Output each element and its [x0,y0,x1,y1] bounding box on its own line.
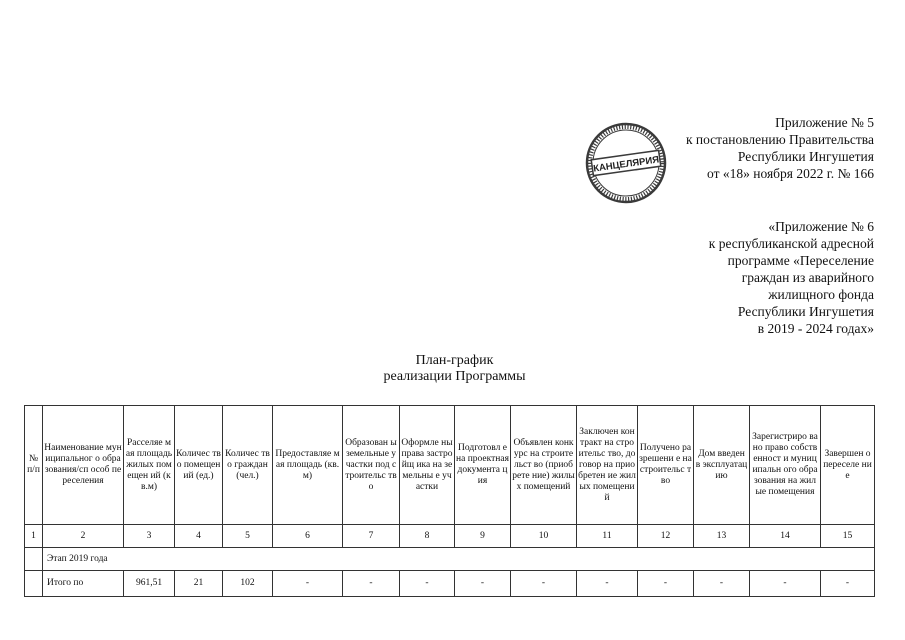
column-number: 13 [694,525,750,548]
total-cell: - [821,571,875,597]
column-number-row [25,525,875,548]
column-header: Наименование муниципальног о образования/сп особ переселения [43,406,124,525]
appendix-line: от «18» ноября 2022 г. № 166 [707,166,874,181]
appendix-line: Приложение № 5 [775,115,874,130]
program-reference [709,218,874,337]
column-number: 6 [273,525,343,548]
program-line: Республики Ингушетия [737,304,874,319]
column-header: Количес тво граждан (чел.) [223,406,273,525]
column-number: 15 [821,525,875,548]
column-number: 4 [175,525,223,548]
column-header: Предоставляе мая площадь (кв.м) [273,406,343,525]
column-header: Образован ы земельные участки под строительс тво [343,406,400,525]
column-header: Дом введен в эксплуатац ию [694,406,750,525]
title-line: План-график [415,353,494,368]
total-row [25,571,875,597]
column-number: 3 [124,525,175,548]
total-label: Итого по [43,571,124,597]
program-line: «Приложение № 6 [768,219,874,234]
title-line: реализации Программы [383,369,526,384]
total-cell: 102 [223,571,273,597]
appendix-header [686,114,874,182]
document-title [0,353,905,385]
stamp-text: КАНЦЕЛЯРИЯ [592,154,660,175]
total-cell: 21 [175,571,223,597]
total-cell: - [511,571,577,597]
column-header: Завершен о переселе ние [821,406,875,525]
column-number: 12 [638,525,694,548]
column-number: 7 [343,525,400,548]
column-number: 5 [223,525,273,548]
column-header: Объявлен конкурс на строительст во (приобрете ние) жилых помещений [511,406,577,525]
column-header: Оформле ны права застройщ ика на земельны е участки [400,406,455,525]
total-cell: - [577,571,638,597]
appendix-line: к постановлению Правительства [685,132,874,147]
total-cell: - [750,571,821,597]
column-number: 2 [43,525,124,548]
column-number: 11 [577,525,638,548]
plan-schedule-table [24,405,875,597]
total-cell: - [694,571,750,597]
column-header: Подготовл ена проектная документа ция [455,406,511,525]
total-cell [25,571,43,597]
column-number: 9 [455,525,511,548]
header-row [25,406,875,525]
stage-label: Этап 2019 года [43,548,875,571]
total-cell: - [455,571,511,597]
column-number: 1 [25,525,43,548]
column-number: 8 [400,525,455,548]
column-number: 14 [750,525,821,548]
column-header: № п/п [25,406,43,525]
total-cell: - [400,571,455,597]
column-number: 10 [511,525,577,548]
program-line: программе «Переселение [727,253,874,268]
stage-row [25,548,875,571]
program-line: к республиканской адресной [708,236,874,251]
column-header: Количес тво помещен ий (ед.) [175,406,223,525]
total-cell: 961,51 [124,571,175,597]
total-cell: - [273,571,343,597]
total-cell: - [638,571,694,597]
appendix-line: Республики Ингушетия [737,149,874,164]
column-header: Заключен контракт на строительс тво, договор на приобретен ие жилых помещений [577,406,638,525]
program-line: жилищного фонда [768,287,874,302]
column-header: Расселяе мая площадь жилых помещен ий (кв.м) [124,406,175,525]
total-cell: - [343,571,400,597]
column-header: Зарегистриро вано право собственност и муниципальн ого образования на жилые помещения [750,406,821,525]
office-stamp-seal [584,121,668,205]
program-line: граждан из аварийного [741,270,874,285]
stage-row-index-cell [25,548,43,571]
program-line: в 2019 - 2024 годах» [757,321,874,336]
column-header: Получено разрешени е на строительс тво [638,406,694,525]
